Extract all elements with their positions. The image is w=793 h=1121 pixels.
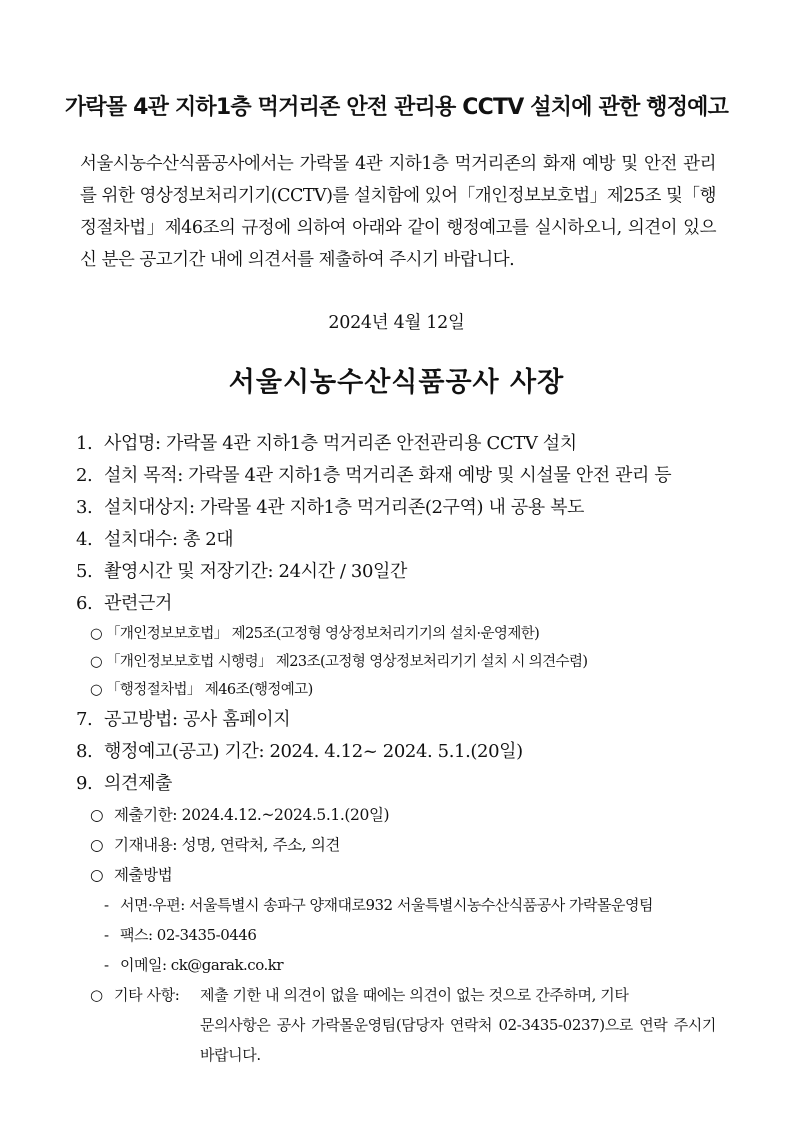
- circle-bullet-icon: ○: [90, 986, 103, 1004]
- submission-contents: ○ 기재내용: 성명, 연락처, 주소, 의견: [76, 830, 726, 860]
- item-opinion-submission: 9. 의견제출: [76, 773, 172, 794]
- dash-bullet-icon: -: [104, 896, 109, 914]
- document-title: 가락몰 4관 지하1층 먹거리존 안전 관리용 CCTV 설치에 관한 행정예고: [64, 95, 729, 120]
- circle-bullet-icon: ○: [90, 654, 103, 670]
- item-quantity: 4. 설치대수: 총 2대: [76, 529, 234, 550]
- other-notes-label: 기타 사항:: [114, 986, 180, 1004]
- circle-bullet-icon: ○: [90, 682, 103, 698]
- method-fax: - 팩스: 02-3435-0446: [76, 920, 726, 950]
- method-mail: - 서면·우편: 서울특별시 송파구 양재대로932 서울특별시농수산식품공사 가락몰운영팀: [76, 890, 726, 920]
- circle-bullet-icon: ○: [90, 836, 104, 854]
- submission-deadline: ○ 제출기한: 2024.4.12.~2024.5.1.(20일): [76, 800, 726, 830]
- method-email: [76, 950, 726, 980]
- item-location: 3. 설치대상지: 가락몰 4관 지하1층 먹거리존(2구역) 내 공용 복도: [76, 497, 585, 518]
- circle-bullet-icon: ○: [90, 626, 103, 642]
- issuer-signature: 서울시농수산식품공사 사장: [228, 367, 565, 398]
- intro-paragraph: 서울시농수산식품공사에서는 가락몰 4관 지하1층 먹거리존의 화재 예방 및 안전 관리를 위한 영상정보처리기기(CCTV)를 설치함에 있어「개인정보보호법」제25조 및「행정절차법」제46조의 규정에 의하여 아래와 같이 행정예고를 실시하오니, 의견이 있으신 분은 공고기간 내에 의견서를 제출하여 주시기 바랍니다.: [80, 154, 716, 270]
- legal-basis-item: ○ 「행정절차법」 제46조(행정예고): [76, 676, 726, 704]
- other-notes-body: 제출 기한 내 의견이 없을 때에는 의견이 없는 것으로 간주하며, 기타 문의사항은 공사 가락몰운영팀(담당자 연락처 02-3435-0237)으로 연락 주시기 바랍니다.: [200, 986, 716, 1064]
- item-recording-period: 5. 촬영시간 및 저장기간: 24시간 / 30일간: [76, 561, 407, 582]
- circle-bullet-icon: ○: [90, 866, 104, 884]
- other-notes: [76, 980, 726, 1070]
- dash-bullet-icon: -: [104, 956, 109, 974]
- dash-bullet-icon: -: [104, 926, 109, 944]
- item-project-name: 1. 사업명: 가락몰 4관 지하1층 먹거리존 안전관리용 CCTV 설치: [76, 433, 577, 454]
- item-announcement-method: 7. 공고방법: 공사 홈페이지: [76, 709, 291, 730]
- item-legal-basis: 6. 관련근거: [76, 593, 172, 614]
- circle-bullet-icon: ○: [90, 806, 104, 824]
- submission-method: ○ 제출방법: [76, 860, 726, 890]
- legal-basis-item: ○ 「개인정보보호법」 제25조(고정형 영상정보처리기기의 설치·운영제한): [76, 620, 726, 648]
- notice-date: 2024년 4월 12일: [328, 313, 465, 333]
- notice-items: [76, 428, 726, 1070]
- legal-basis-item: ○ 「개인정보보호법 시행령」 제23조(고정형 영상정보처리기기 설치 시 의견수렴): [76, 648, 726, 676]
- item-notice-period: 8. 행정예고(공고) 기간: 2024. 4.12~ 2024. 5.1.(20일): [76, 741, 523, 762]
- email-address: 이메일: ck@garak.co.kr: [120, 956, 283, 974]
- item-purpose: 2. 설치 목적: 가락몰 4관 지하1층 먹거리존 화재 예방 및 시설물 안전 관리 등: [76, 465, 672, 486]
